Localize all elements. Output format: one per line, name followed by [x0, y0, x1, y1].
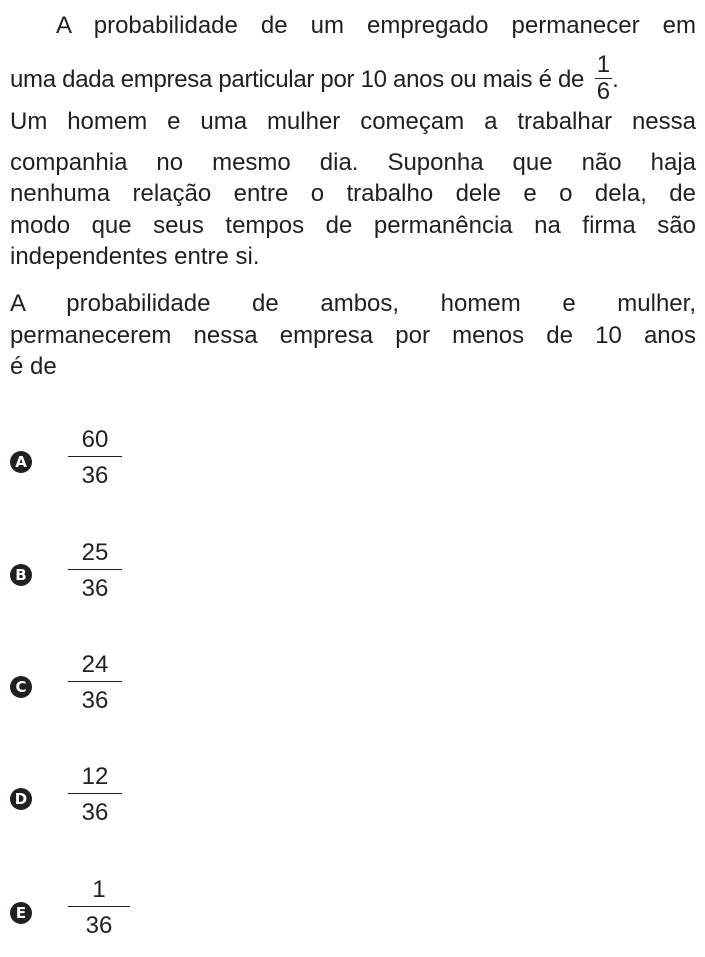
inline-fraction — [595, 52, 612, 105]
question-line-3 — [10, 108, 696, 136]
option-e-letter-badge: E — [10, 902, 32, 924]
option-e-numerator: 1 — [92, 876, 106, 903]
question-line-5 — [10, 180, 696, 208]
option-a[interactable] — [10, 424, 210, 504]
option-a-fraction — [68, 424, 122, 491]
question-line-6 — [10, 212, 696, 240]
option-a-letter-badge: A — [10, 451, 32, 473]
option-d[interactable] — [10, 761, 210, 841]
question-line-8-text: A probabilidade de ambos, homem e mulher, — [10, 290, 696, 317]
option-d-denominator: 36 — [81, 799, 109, 826]
question-line-10-text: é de — [10, 353, 57, 380]
option-e-denominator: 36 — [85, 912, 113, 939]
option-c[interactable] — [10, 649, 210, 729]
option-b-numerator: 25 — [81, 539, 109, 566]
question-line-9-text: permanecerem nessa empresa por menos de 10 anos — [10, 322, 696, 349]
option-e-fraction — [68, 874, 130, 941]
question-line-7-text: independentes entre si. — [10, 243, 260, 270]
option-e[interactable] — [10, 874, 210, 954]
option-b-fraction — [68, 537, 122, 604]
inline-fraction-denominator: 6 — [596, 78, 611, 105]
option-b-letter-badge: B — [10, 564, 32, 586]
question-line-8 — [10, 290, 696, 318]
question-line-9 — [10, 322, 696, 350]
inline-fraction-numerator: 1 — [596, 51, 611, 78]
option-d-fraction — [68, 761, 122, 828]
option-a-denominator: 36 — [81, 462, 109, 489]
question-line-4-text: companhia no mesmo dia. Suponha que não haja — [10, 149, 696, 176]
question-line-1-text: A probabilidade de um empregado permanecer em — [56, 12, 696, 39]
inline-fraction-period: . — [612, 65, 619, 93]
question-line-6-text: modo que seus tempos de permanência na firma são — [10, 212, 696, 239]
option-c-letter-badge: C — [10, 676, 32, 698]
option-c-fraction — [68, 649, 122, 716]
option-d-numerator: 12 — [81, 763, 109, 790]
option-d-letter-badge: D — [10, 788, 32, 810]
question-line-2 — [10, 51, 696, 107]
question-line-7 — [10, 243, 696, 271]
question-line-4 — [10, 149, 696, 177]
question-line-5-text: nenhuma relação entre o trabalho dele e o dela, de — [10, 180, 696, 207]
option-c-numerator: 24 — [81, 651, 109, 678]
option-a-numerator: 60 — [81, 426, 109, 453]
question-line-2-text: uma dada empresa particular por 10 anos ou mais é de — [10, 65, 585, 93]
option-b-denominator: 36 — [81, 575, 109, 602]
question-line-10 — [10, 353, 696, 381]
question-line-1 — [56, 12, 696, 40]
option-c-denominator: 36 — [81, 687, 109, 714]
question-line-3-text: Um homem e uma mulher começam a trabalhar nessa — [10, 108, 696, 135]
option-b[interactable] — [10, 537, 210, 617]
